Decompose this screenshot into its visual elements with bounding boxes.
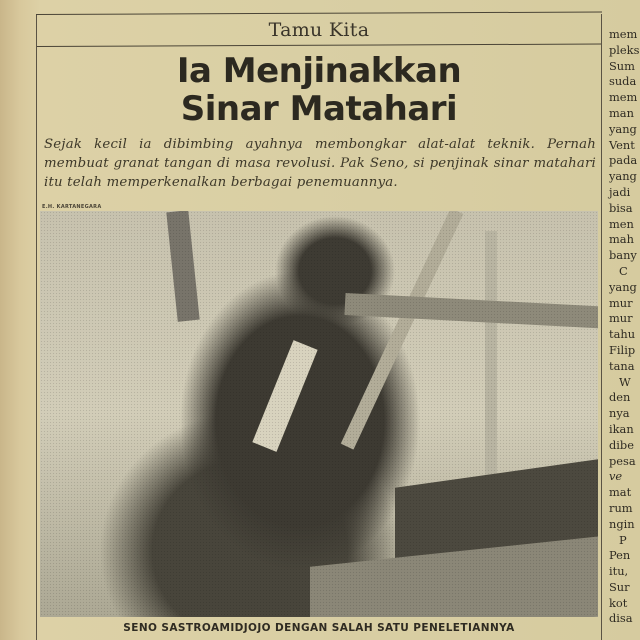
column-text-line: Vent [609,137,635,152]
headline-line-1: Ia Menjinakkan [176,51,462,91]
column-text-line: den [609,390,631,405]
column-text-line: pleks [609,42,640,57]
column-text-line: mur [609,295,633,310]
column-text-line: yang [609,121,637,136]
photo-caption: SENO SASTROAMIDJOJO DENGAN SALAH SATU PENELETIANNYA [123,622,515,634]
column-text-line: yang [609,279,637,294]
column-text-line: tana [609,358,635,373]
column-text-line: ve [609,469,623,484]
column-text-line: men [609,216,634,231]
section-rubric: Tamu Kita [268,19,370,41]
column-text-line: mem [609,90,638,105]
article-lead: Sejak kecil ia dibimbing ayahnya membongkar alat-alat teknik. Pernah membuat granat tangan di masa revolusi. Pak Seno, si penjinak sinar matahari itu telah memperkenalkan berbagai penemuannya. [44,137,596,190]
column-text-line: ngin [609,516,635,531]
photo-credit: E.H. KARTANEGARA [42,204,102,210]
column-text-line: mem [609,27,638,41]
column-text-line: bany [609,248,637,263]
column-text-line: P [619,532,627,547]
column-text-line: pada [609,153,638,168]
column-text-line: Filip [609,342,636,357]
column-text-line: dibe [609,437,634,452]
adjacent-article-column [609,27,640,627]
article-photo [40,211,598,617]
column-text-line: jadi [609,184,631,199]
column-text-line: suda [609,74,637,89]
column-text-line: C [619,263,628,278]
column-text-line: yang [609,169,637,184]
column-text-line: rum [609,500,633,515]
column-text-line: nya [609,406,630,421]
column-text-line: man [609,105,634,120]
article-headline [36,52,602,128]
column-text-line: disa [609,611,633,626]
column-text-line: bisa [609,200,633,215]
column-text-line: itu, [609,564,629,579]
column-text-line: tahu [609,327,636,342]
column-text-line: pesa [609,453,636,468]
column-text-line: kot [609,595,628,610]
headline-line-2: Sinar Matahari [180,89,458,129]
photo-halftone-texture [40,211,598,617]
column-text-line: mur [609,311,633,326]
column-text-line: Pen [609,548,631,563]
column-text-line: mat [609,485,632,500]
column-text-line: Sum [609,58,635,73]
column-text-line: ikan [609,421,634,436]
column-text-line: Sur [609,579,630,594]
column-text-line: mah [609,232,634,247]
column-text-line: W [619,374,631,389]
